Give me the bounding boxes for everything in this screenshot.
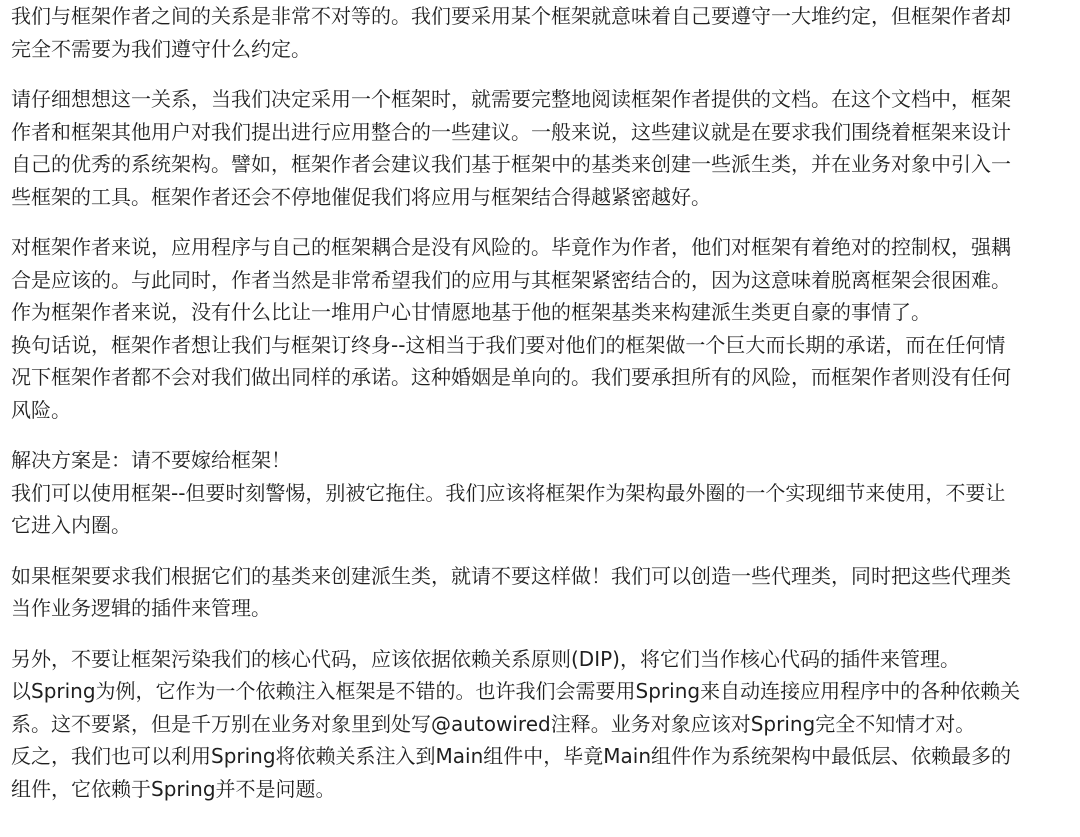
text-line: 况下框架作者都不会对我们做出同样的承诺。这种婚姻是单向的。我们要承担所有的风险，而框架作者则没有任何 bbox=[11, 365, 1011, 389]
paragraph-2 bbox=[11, 83, 1071, 213]
text-line: 组件，它依赖于Spring并不是问题。 bbox=[11, 776, 336, 801]
text-line: 风险。 bbox=[11, 397, 71, 422]
text-line: 对框架作者来说，应用程序与自己的框架耦合是没有风险的。毕竟作为作者，他们对框架有着绝对的控制权，强耦 bbox=[11, 235, 1011, 259]
text-line: 系。这不要紧，但是千万别在业务对象里到处写@autowired注释。业务对象应该对Spring完全不知情才对。 bbox=[11, 711, 976, 736]
paragraph-3 bbox=[11, 231, 1071, 426]
text-line: 我们可以使用框架--但要时刻警惕，别被它拖住。我们应该将框架作为架构最外圈的一个实现细节来使用，不要让 bbox=[11, 480, 1006, 505]
text-line: 我们与框架作者之间的关系是非常不对等的。我们要采用某个框架就意味着自己要遵守一大堆约定，但框架作者却 bbox=[11, 4, 1011, 28]
text-line: 解决方案是：请不要嫁给框架！ bbox=[11, 448, 291, 472]
article-body bbox=[11, 0, 1071, 805]
paragraph-1 bbox=[11, 0, 1071, 65]
text-line: 如果框架要求我们根据它们的基类来创建派生类，就请不要这样做！我们可以创造一些代理类，同时把这些代理类 bbox=[11, 563, 1011, 588]
text-line: 另外，不要让框架污染我们的核心代码，应该依据依赖关系原则(DIP)，将它们当作核心代码的插件来管理。 bbox=[11, 646, 960, 671]
text-line: 反之，我们也可以利用Spring将依赖关系注入到Main组件中，毕竟Main组件作为系统架构中最低层、依赖最多的 bbox=[11, 744, 1012, 768]
paragraph-5 bbox=[11, 560, 1071, 625]
text-line: 请仔细想想这一关系，当我们决定采用一个框架时，就需要完整地阅读框架作者提供的文档。在这个文档中，框架 bbox=[11, 87, 1011, 111]
text-line: 它进入内圈。 bbox=[11, 513, 131, 537]
text-line: 作为框架作者来说，没有什么比让一堆用户心甘情愿地基于他的框架基类来构建派生类更自豪的事情了。 bbox=[11, 300, 931, 324]
text-line: 以Spring为例，它作为一个依赖注入框架是不错的。也许我们会需要用Spring来自动连接应用程序中的各种依赖关 bbox=[11, 679, 1021, 703]
text-line: 换句话说，框架作者想让我们与框架订终身--这相当于我们要对他们的框架做一个巨大而长期的承诺，而在任何情 bbox=[11, 332, 1006, 357]
paragraph-4 bbox=[11, 444, 1071, 542]
text-line: 完全不需要为我们遵守什么约定。 bbox=[11, 36, 311, 61]
text-line: 作者和框架其他用户对我们提出进行应用整合的一些建议。一般来说，这些建议就是在要求我们围绕着框架来设计 bbox=[11, 119, 1011, 144]
text-line: 些框架的工具。框架作者还会不停地催促我们将应用与框架结合得越紧密越好。 bbox=[11, 184, 711, 209]
paragraph-6 bbox=[11, 643, 1071, 806]
text-line: 当作业务逻辑的插件来管理。 bbox=[11, 596, 271, 620]
text-line: 合是应该的。与此同时，作者当然是非常希望我们的应用与其框架紧密结合的，因为这意味着脱离框架会很困难。 bbox=[11, 267, 1011, 292]
text-line: 自己的优秀的系统架构。譬如，框架作者会建议我们基于框架中的基类来创建一些派生类，并在业务对象中引入一 bbox=[11, 152, 1011, 176]
